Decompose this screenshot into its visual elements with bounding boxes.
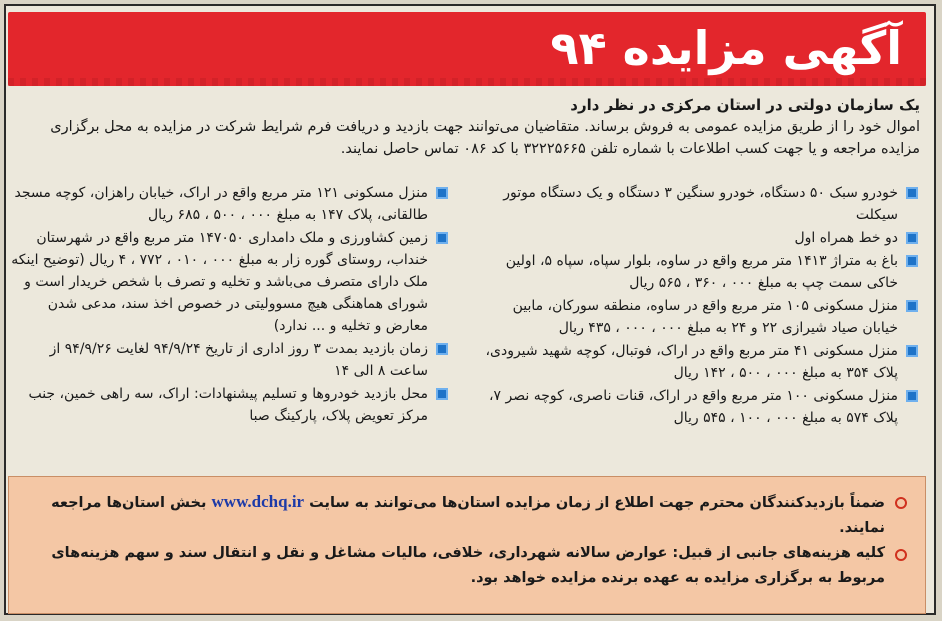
footer-notes [8, 476, 926, 614]
list-item: منزل مسکونی ۱۰۵ متر مربع واقع در ساوه، منطقه سورکان، مابین خیابان صیاد شیرازی ۲۲ و ۲۴ به مبلغ ۰۰۰ ، ۰۰۰ ، ۴۳۵ ریال [480, 295, 920, 339]
list-item: منزل مسکونی ۱۲۱ متر مربع واقع در اراک، خیابان راهزان، کوچه مسجد طالقانی، پلاک ۱۴۷ به مبلغ ۰۰۰ ، ۵۰۰ ، ۶۸۵ ریال [10, 182, 450, 226]
circle-bullet-icon [895, 497, 907, 509]
items-column-right [480, 182, 920, 430]
intro-section [10, 94, 920, 160]
ad-frame [4, 4, 936, 615]
list-item: دو خط همراه اول [480, 227, 920, 249]
square-bullet-icon [906, 390, 918, 402]
square-bullet-icon [906, 345, 918, 357]
square-bullet-icon [906, 300, 918, 312]
square-bullet-icon [436, 232, 448, 244]
header-decoration [8, 78, 926, 86]
circle-bullet-icon [895, 549, 907, 561]
list-item: زمین کشاورزی و ملک دامداری ۱۴۷۰۵۰ متر مربع واقع در شهرستان خنداب، روستای گوره زار به مبلغ ۰۰۰ ، ۰۱۰ ، ۷۷۲ ، ۴ ریال (توضیح اینکه ملک دارای متصرف می‌باشد و تخلیه و تصرف با شخص خریدار است و شورای هماهنگی هیچ مسوولیتی در خصوص اخذ سند، مدعی شدن معارض و تخلیه و ... ندارد) [10, 227, 450, 337]
square-bullet-icon [436, 187, 448, 199]
note-costs: کلیه هزینه‌های جانبی از قبیل: عوارض سالانه شهرداری، خلافی، مالیات مشاغل و نقل و انتقال سند و سهم هزینه‌های مربوط به برگزاری مزایده به عهده برنده مزایده خواهد بود. [9, 541, 925, 591]
list-item: زمان بازدید بمدت ۳ روز اداری از تاریخ ۹۴/۹/۲۴ لغایت ۹۴/۹/۲۶ از ساعت ۸ الی ۱۴ [10, 338, 450, 382]
intro-lead: یک سازمان دولتی در استان مرکزی در نظر دارد [570, 96, 920, 114]
list-item: منزل مسکونی ۴۱ متر مربع واقع در اراک، فوتبال، کوچه شهید شیرودی، پلاک ۳۵۴ به مبلغ ۰۰۰ ، ۵۰۰ ، ۱۴۲ ریال [480, 340, 920, 384]
square-bullet-icon [906, 232, 918, 244]
website-link[interactable]: www.dchq.ir [211, 492, 305, 511]
note-website: ضمناً بازدیدکنندگان محترم جهت اطلاع از زمان مزایده استان‌ها می‌توانند به سایت www.dchq.ir بخش استان‌ها مراجعه نمایند. [9, 489, 925, 541]
square-bullet-icon [436, 388, 448, 400]
items-columns [10, 182, 920, 470]
square-bullet-icon [436, 343, 448, 355]
square-bullet-icon [906, 187, 918, 199]
list-item: خودرو سبک ۵۰ دستگاه، خودرو سنگین ۳ دستگاه و یک دستگاه موتور سیکلت [480, 182, 920, 226]
items-column-left [10, 182, 450, 428]
list-item: باغ به متراژ ۱۴۱۳ متر مربع واقع در ساوه، بلوار سپاه، سپاه ۵، اولین خاکی سمت چپ به مبلغ ۰۰۰ ، ۳۶۰ ، ۵۶۵ ریال [480, 250, 920, 294]
header-banner [8, 12, 926, 86]
ad-title: آگهی مزایده ۹۴ [550, 21, 902, 75]
list-item: محل بازدید خودروها و تسلیم پیشنهادات: اراک، سه راهی خمین، جنب مرکز تعویض پلاک، پارکینگ صبا [10, 383, 450, 427]
square-bullet-icon [906, 255, 918, 267]
intro-body: اموال خود را از طریق مزایده عمومی به فروش برساند. متقاضیان می‌توانند جهت بازدید و دریافت فرم شرایط شرکت در مزایده به محل برگزاری مزایده مراجعه و یا جهت کسب اطلاعات با شماره تلفن ۳۲۲۲۵۶۶۵ با کد ۰۸۶ تماس حاصل نمایند. [50, 119, 920, 157]
list-item: منزل مسکونی ۱۰۰ متر مربع واقع در اراک، قنات ناصری، کوچه نصر ۷، پلاک ۵۷۴ به مبلغ ۰۰۰ ، ۱۰۰ ، ۵۴۵ ریال [480, 385, 920, 429]
